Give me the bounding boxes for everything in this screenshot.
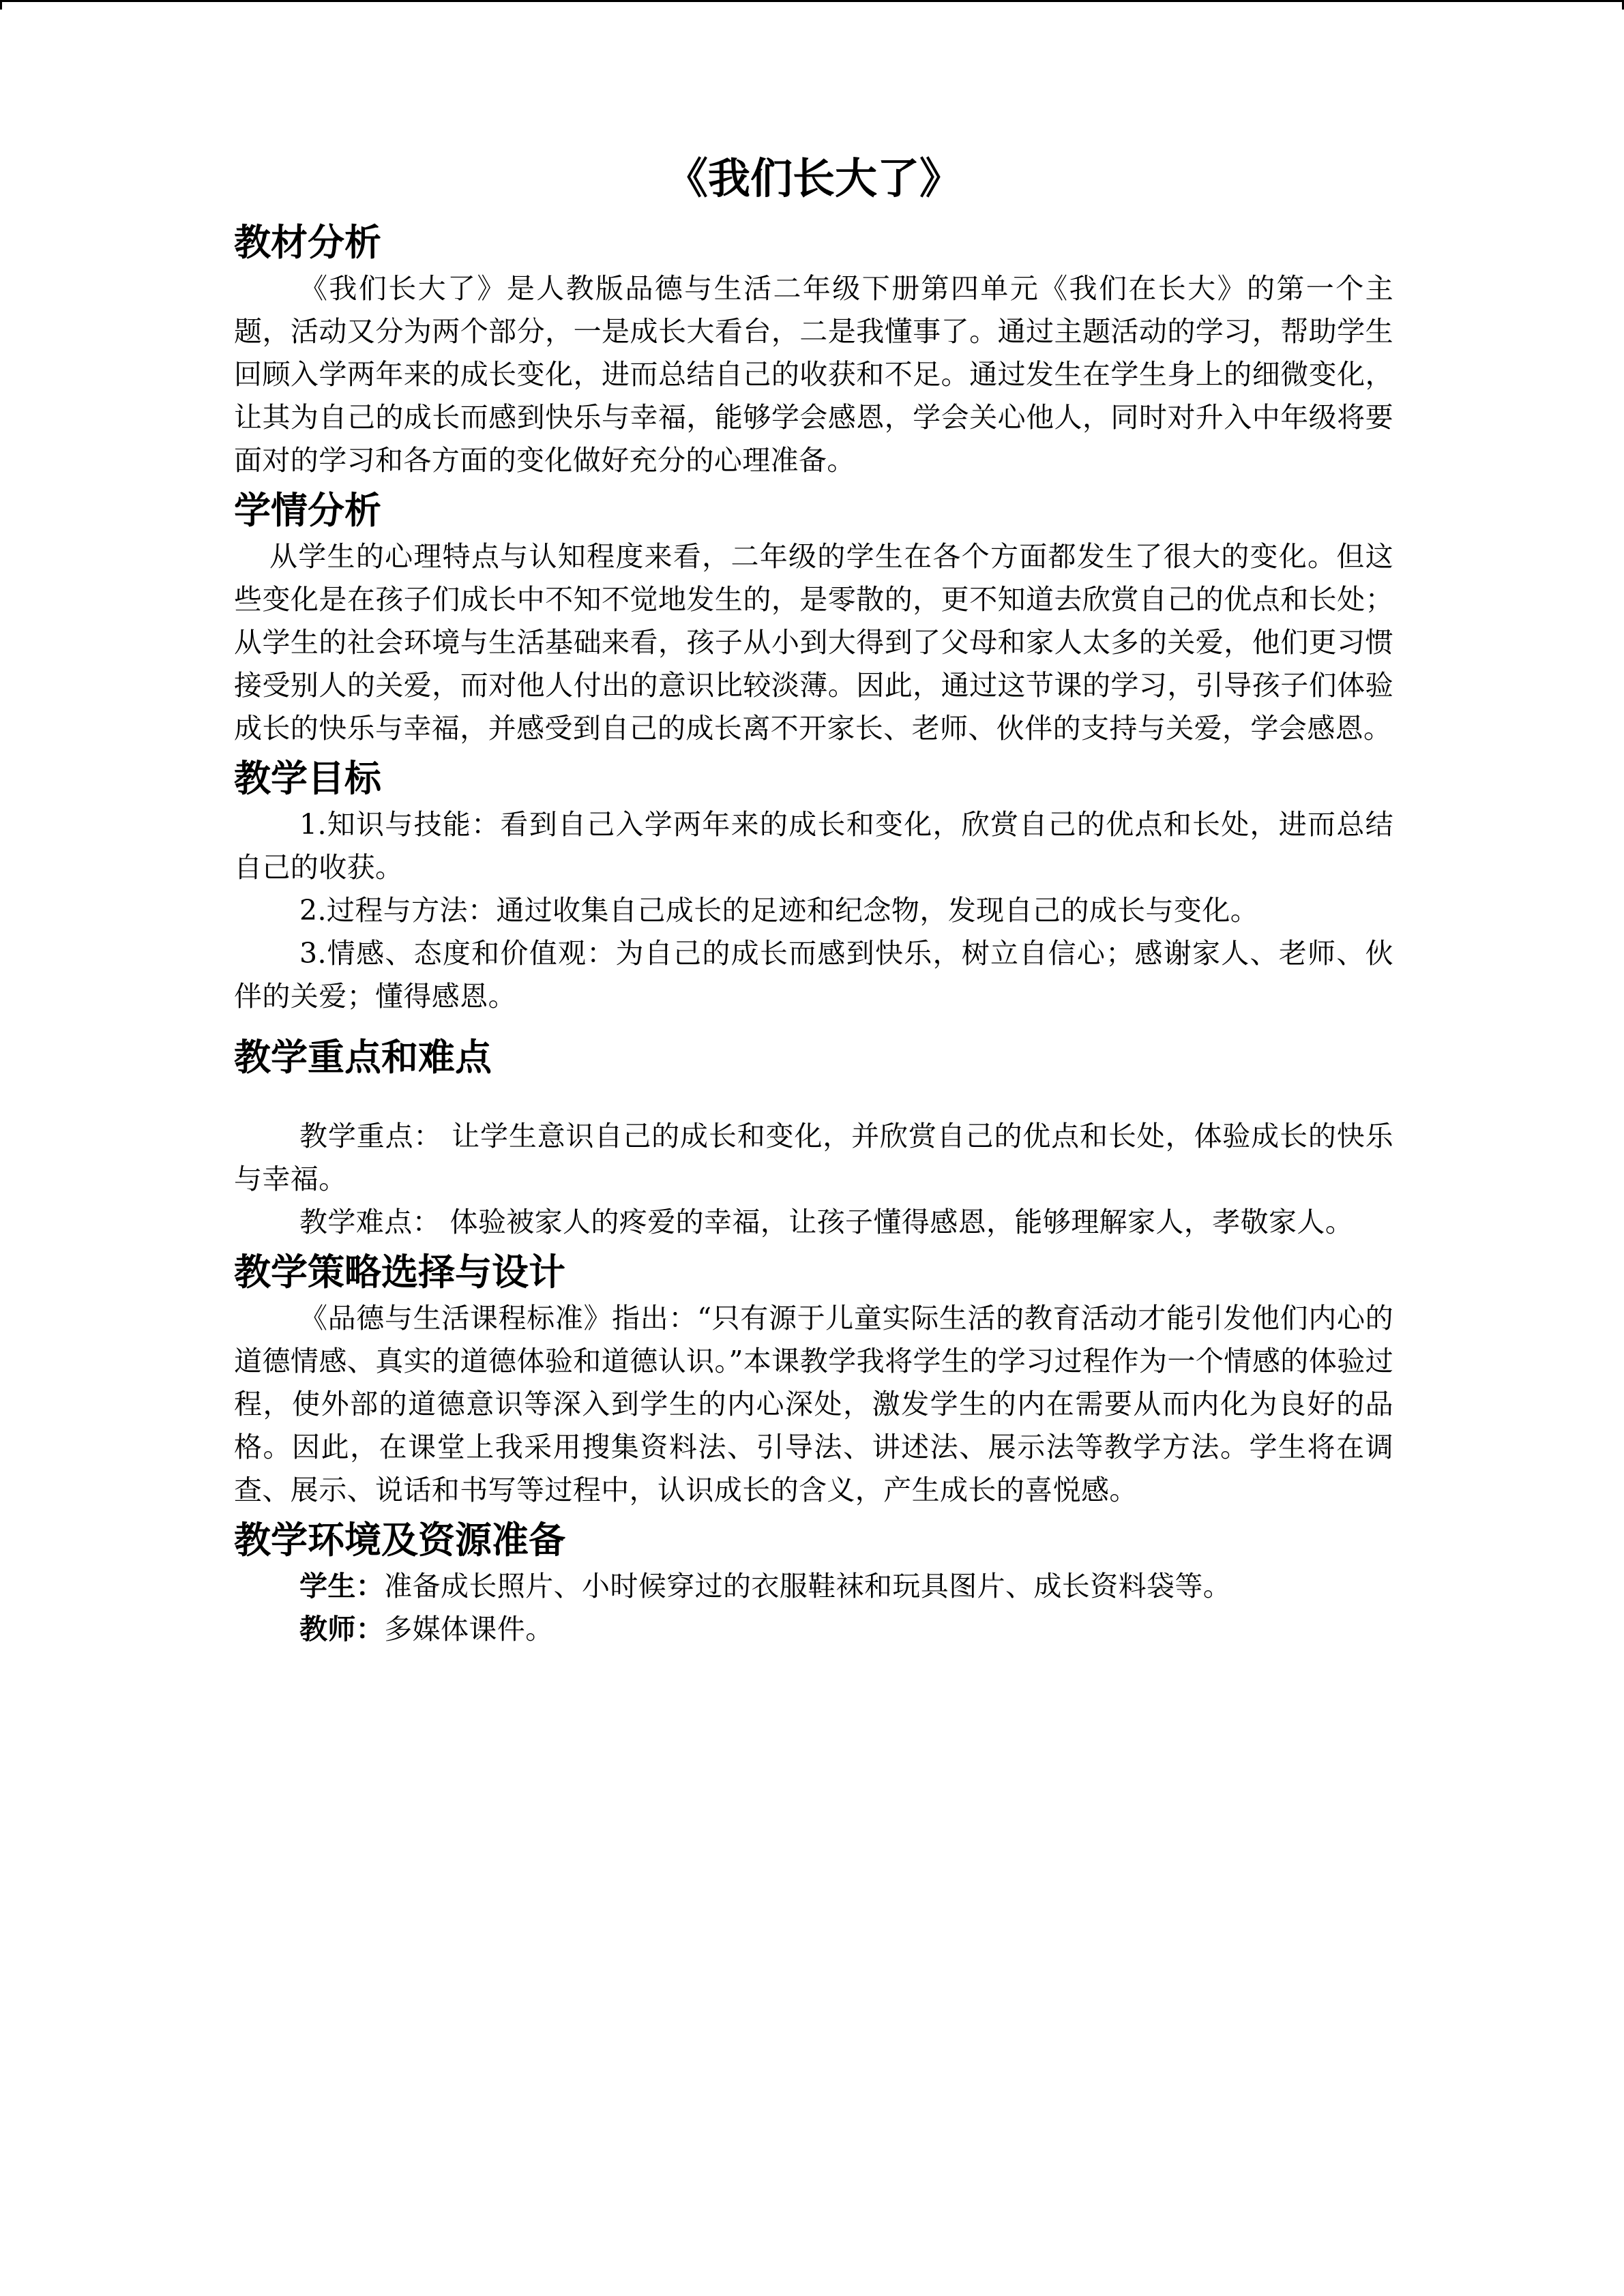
paragraph-key-point: 教学重点： 让学生意识自己的成长和变化，并欣赏自己的优点和长处，体验成长的快乐与幸福。 [234,1120,1393,1195]
resource-student-label: 学生： [299,1570,385,1602]
resource-teacher-label: 教师： [299,1613,385,1645]
resource-teacher [234,1608,1393,1651]
resource-student [234,1565,1393,1608]
document-title: 《我们长大了》 [665,153,962,203]
paragraph-material-analysis: 《我们长大了》是人教版品德与生活二年级下册第四单元《我们在长大》的第一个主题，活动又分为两个部分，一是成长大看台，二是我懂事了。通过主题活动的学习，帮助学生回顾入学两年来的成长变化，进而总结自己的收获和不足。通过发生在学生身上的细微变化，让其为自己的成长而感到快乐与幸福，能够学会感恩，学会关心他人，同时对升入中年级将要面对的学习和各方面的变化做好充分的心理准备。 [234,272,1393,477]
section-teaching-goals [234,754,1393,1018]
paragraph-strategy: 《品德与生活课程标准》指出：“只有源于儿童实际生活的教育活动才能引发他们内心的道德情感、真实的道德体验和道德认识。”本课教学我将学生的学习过程作为一个情感的体验过程，使外部的道德意识等深入到学生的内心深处，激发学生的内在需要从而内化为良好的品格。因此，在课堂上我采用搜集资料法、引导法、讲述法、展示法等教学方法。学生将在调查、展示、说话和书写等过程中，认识成长的含义，产生成长的喜悦感。 [234,1302,1393,1506]
section-resources [234,1516,1393,1651]
heading-resources: 教学环境及资源准备 [234,1519,565,1562]
goal-item-attitude: 3.情感、态度和价值观：为自己的成长而感到快乐，树立自信心；感谢家人、老师、伙伴的关爱；懂得感恩。 [234,937,1393,1013]
page-top-border [0,0,1624,2]
section-key-points [234,1033,1393,1244]
section-strategy [234,1248,1393,1512]
goal-item-knowledge: 1.知识与技能：看到自己入学两年来的成长和变化，欣赏自己的优点和长处，进而总结自己的收获。 [234,808,1393,884]
heading-key-points: 教学重点和难点 [234,1036,492,1079]
document-content [234,151,1393,1651]
section-material-analysis [234,218,1393,482]
resource-student-text: 准备成长照片、小时候穿过的衣服鞋袜和玩具图片、成长资料袋等。 [384,1570,1232,1602]
goal-item-process: 2.过程与方法：通过收集自己成长的足迹和纪念物，发现自己的成长与变化。 [299,894,1259,927]
heading-teaching-goals: 教学目标 [234,757,381,800]
paragraph-difficulty: 教学难点： 体验被家人的疼爱的幸福，让孩子懂得感恩，能够理解家人，孝敬家人。 [299,1206,1354,1238]
section-student-analysis [234,486,1393,750]
resource-teacher-text: 多媒体课件。 [384,1613,554,1645]
page-corner-left [0,0,2,10]
paragraph-student-analysis: 从学生的心理特点与认知程度来看，二年级的学生在各个方面都发生了很大的变化。但这些变化是在孩子们成长中不知不觉地发生的，是零散的，更不知道去欣赏自己的优点和长处；从学生的社会环境与生活基础来看，孩子从小到大得到了父母和家人太多的关爱，他们更习惯接受别人的关爱，而对他人付出的意识比较淡薄。因此，通过这节课的学习，引导孩子们体验成长的快乐与幸福，并感受到自己的成长离不开家长、老师、伙伴的支持与关爱，学会感恩。 [234,540,1393,745]
heading-material-analysis: 教材分析 [234,221,381,264]
heading-student-analysis: 学情分析 [234,489,381,532]
heading-strategy: 教学策略选择与设计 [234,1251,565,1294]
